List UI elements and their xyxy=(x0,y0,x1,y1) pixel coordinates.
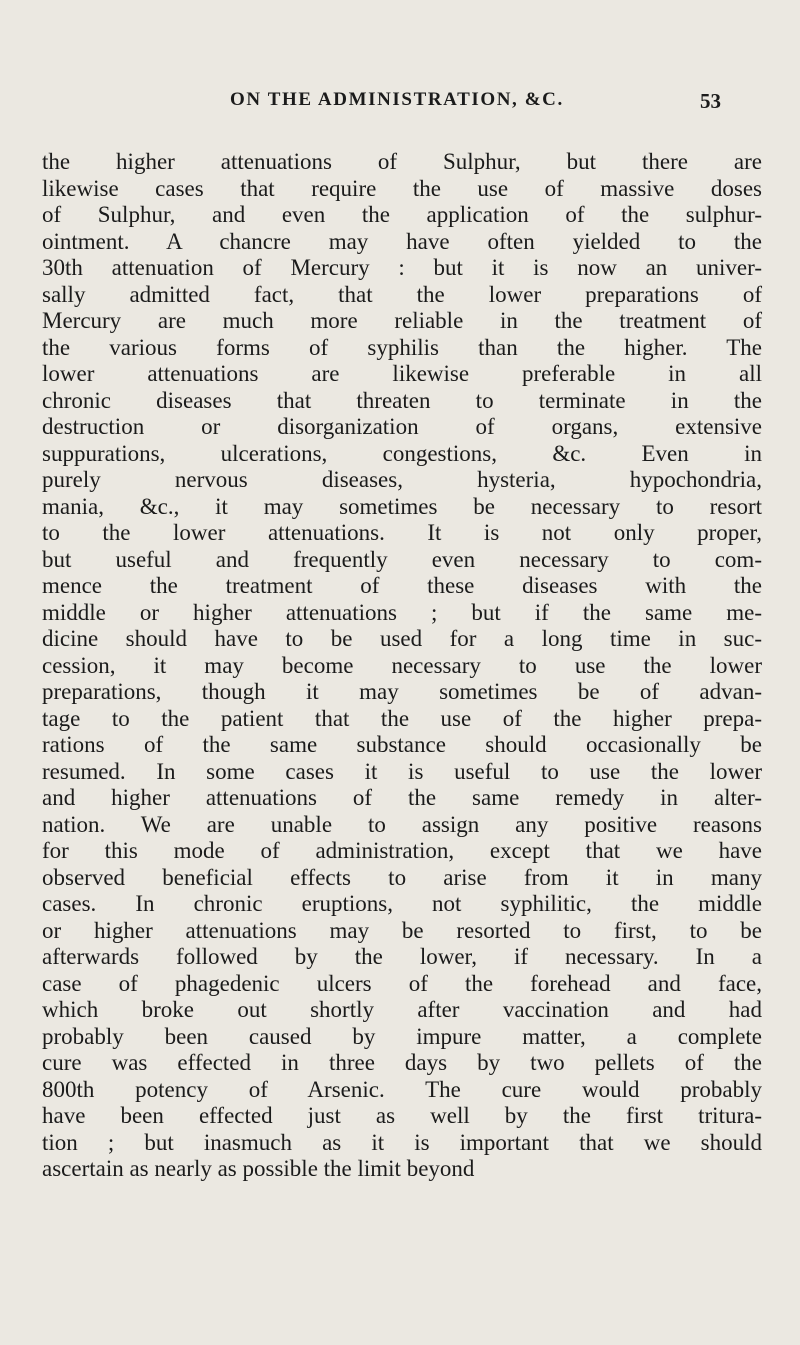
text-line: 800th potency of Arsenic. The cure would probably xyxy=(42,1076,762,1102)
text-line: purely nervous diseases, hysteria, hypochondria, xyxy=(42,467,762,492)
text-line: suppurations, ulcerations, congestions, &c. Even in xyxy=(42,440,762,466)
page-number: 53 xyxy=(700,89,721,113)
text-line: 30th attenuation of Mercury : but it is now an univer- xyxy=(42,255,762,280)
text-line: tage to the patient that the use of the higher prepa- xyxy=(42,705,762,731)
text-line: sally admitted fact, that the lower preparations of xyxy=(42,281,762,307)
text-line: case of phagedenic ulcers of the forehead and face, xyxy=(42,970,762,996)
text-line: or higher attenuations may be resorted to first, to be xyxy=(42,917,762,943)
running-title: ON THE ADMINISTRATION, &C. xyxy=(230,89,564,110)
text-line: destruction or disorganization of organs, extensive xyxy=(42,414,762,439)
text-line: observed beneficial effects to arise from it in many xyxy=(42,864,762,890)
text-line: for this mode of administration, except that we have xyxy=(42,838,762,863)
text-line: cession, it may become necessary to use the lower xyxy=(42,652,762,678)
text-line: tion ; but inasmuch as it is important that we should xyxy=(42,1129,762,1155)
text-line: ointment. A chancre may have often yielded to the xyxy=(42,228,762,254)
text-line: nation. We are unable to assign any positive reasons xyxy=(42,811,762,837)
text-line: mania, &c., it may sometimes be necessary to resort xyxy=(42,493,762,519)
text-line: likewise cases that require the use of massive doses xyxy=(42,175,762,201)
text-line: and higher attenuations of the same remedy in alter- xyxy=(42,785,762,810)
text-line: ascertain as nearly as possible the limit beyond xyxy=(42,1156,475,1181)
text-line: resumed. In some cases it is useful to use the lower xyxy=(42,758,762,784)
text-line: to the lower attenuations. It is not only proper, xyxy=(42,520,762,545)
text-line: cases. In chronic eruptions, not syphilitic, the middle xyxy=(42,891,762,916)
text-line: have been effected just as well by the first tritura- xyxy=(42,1103,762,1128)
text-line: which broke out shortly after vaccination and had xyxy=(42,997,762,1022)
text-line: preparations, though it may sometimes be of advan- xyxy=(42,679,762,704)
text-line: dicine should have to be used for a long time in suc- xyxy=(42,626,762,651)
body-text xyxy=(42,149,762,1183)
text-line: of Sulphur, and even the application of the sulphur- xyxy=(42,202,762,227)
text-line: rations of the same substance should occasionally be xyxy=(42,732,762,757)
text-line: mence the treatment of these diseases with the xyxy=(42,573,762,598)
text-line: middle or higher attenuations ; but if the same me- xyxy=(42,599,762,625)
text-line: the various forms of syphilis than the higher. The xyxy=(42,334,762,360)
text-line: but useful and frequently even necessary to com- xyxy=(42,546,762,572)
text-line: probably been caused by impure matter, a complete xyxy=(42,1023,762,1049)
text-line: the higher attenuations of Sulphur, but there are xyxy=(42,149,762,174)
text-line: cure was effected in three days by two pellets of the xyxy=(42,1050,762,1075)
text-line: afterwards followed by the lower, if necessary. In a xyxy=(42,944,762,969)
running-header xyxy=(0,89,800,119)
text-line: Mercury are much more reliable in the treatment of xyxy=(42,308,762,333)
text-line: lower attenuations are likewise preferable in all xyxy=(42,361,762,386)
text-line: chronic diseases that threaten to terminate in the xyxy=(42,387,762,413)
